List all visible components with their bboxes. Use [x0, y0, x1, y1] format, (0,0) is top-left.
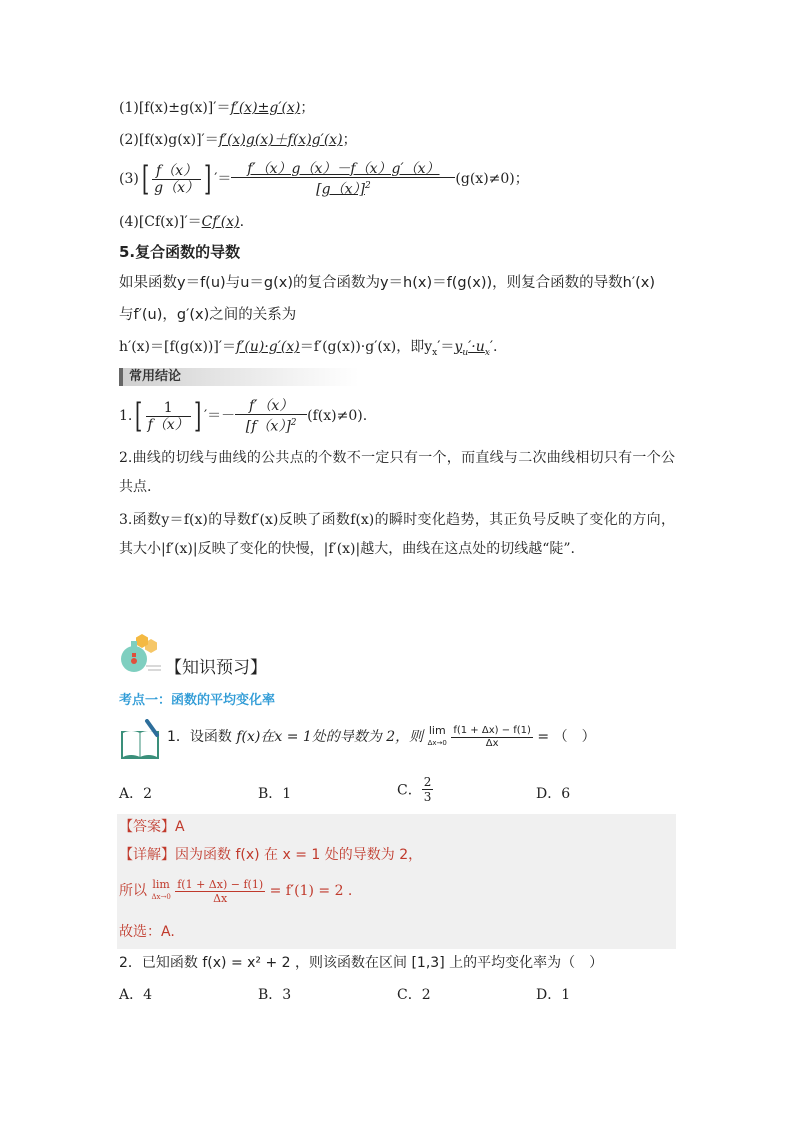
- rule-2-text: (2)[f(x)g(x)]′＝: [119, 132, 219, 148]
- rule-3: (3)[ $\frac{f(x)}{g(x)}$ ] ′＝ $\frac{f'(x)g(x)-f(x)g'(x)}{[g(x)]^2}$ (g(x)≠0)；: [119, 159, 529, 199]
- q1-option-a[interactable]: A．2: [119, 786, 153, 802]
- q1-option-d[interactable]: D．6: [536, 786, 571, 802]
- q2-option-c[interactable]: C．2: [397, 987, 431, 1003]
- common-conclusions-tag: [119, 368, 359, 386]
- answer-line: 【答案】A: [119, 819, 185, 835]
- limit-symbol: lim Δx→0: [427, 724, 447, 747]
- detail-line: 【详解】因为函数 f(x) 在 x = 1 处的导数为 2，: [119, 847, 423, 863]
- conclusion-1: 1.[ $\frac{1}{f(x)}$ ] ′＝－ $\frac{f'(x)}{[f(x)]^2}$ (f(x)≠0).: [119, 396, 368, 436]
- section-5-heading: 5.复合函数的导数: [119, 243, 241, 261]
- kaodian-heading: 考点一：函数的平均变化率: [119, 693, 276, 708]
- section-5-line2: 与f′(u)，g′(x)之间的关系为: [119, 307, 297, 323]
- rule-4-answer: Cf′(x): [201, 214, 240, 230]
- knowledge-preview-title: 【知识预习】: [165, 658, 267, 678]
- conclusion-2: 2.曲线的切线与曲线的公共点的个数不一定只有一个，而直线与二次曲线相切只有一个公共点.: [119, 450, 675, 495]
- tag-bar: [119, 368, 123, 386]
- chain-rule-answer-2: $y_u'\cdot u_x$: [454, 339, 490, 358]
- question-2: 2．已知函数 f(x) = x² + 2 ，则该函数在区间 [1,3] 上的平均变化率为（ ）: [119, 955, 604, 971]
- q1-fraction: $\frac{f(1 + \Delta x) - f(1)}{\Delta x}$: [453, 724, 531, 749]
- rule-2-answer: f′(x)g(x)＋f(x)g′(x): [218, 132, 343, 148]
- q1-option-c[interactable]: C． $\frac{2}{3}$: [397, 775, 432, 804]
- chain-rule-answer-1: f′(u)·g′(x): [236, 339, 300, 355]
- section-5-line3: h′(x)＝[f(g(x))]′＝f′(u)·g′(x)＝f′(g(x))·g′(x)，即$y_x'=y_u'\cdot u_x'$.: [119, 339, 498, 358]
- q1-option-b[interactable]: B．1: [258, 786, 292, 802]
- rule-4-text: (4)[Cf(x)]′＝: [119, 214, 202, 230]
- rule-1-text: (1)[f(x)±g(x)]′＝: [119, 100, 231, 116]
- section-5-line1: 如果函数y＝f(u)与u＝g(x)的复合函数为y＝h(x)＝f(g(x))，则复合函数的导数h′(x): [119, 275, 656, 291]
- choose-line: 故选：A.: [119, 924, 175, 940]
- flask-icon: [118, 632, 162, 676]
- conclusion-3: 3.函数y＝f(x)的导数f′(x)反映了函数f(x)的瞬时变化趋势，其正负号反映了变化的方向，其大小|f′(x)|反映了变化的快慢，|f′(x)|越大，曲线在这点处的切线越“陡”.: [119, 512, 675, 557]
- q2-option-a[interactable]: A．4: [119, 987, 153, 1003]
- q2-option-b[interactable]: B．3: [258, 987, 292, 1003]
- tag-label: 常用结论: [129, 369, 182, 384]
- rule-3-inner-fraction: $\frac{f(x)}{g(x)}$: [154, 162, 199, 196]
- book-pencil-icon: [119, 719, 163, 763]
- rule-2: (2)[f(x)g(x)]′＝f′(x)g(x)＋f(x)g′(x)；: [119, 132, 357, 148]
- rule-4: (4)[Cf(x)]′＝Cf′(x).: [119, 214, 245, 230]
- so-line: 所以 lim Δx→0 $\frac{f(1 + \Delta x) - f(1)}{\Delta x}$ = f′(1) = 2 .: [119, 877, 353, 905]
- rule-3-answer-fraction: $\frac{f'(x)g(x)-f(x)g'(x)}{[g(x)]^2}$: [231, 161, 455, 198]
- rule-1-answer: f′(x)±g′(x): [230, 100, 301, 116]
- question-1: 1．设函数 f(x)在x = 1处的导数为 2，则 lim Δx→0 $\frac{f(1 + \Delta x) - f(1)}{\Delta x}$ = （ ）: [167, 724, 596, 749]
- rule-1: (1)[f(x)±g(x)]′＝f′(x)±g′(x)；: [119, 100, 315, 116]
- q2-option-d[interactable]: D．1: [536, 987, 571, 1003]
